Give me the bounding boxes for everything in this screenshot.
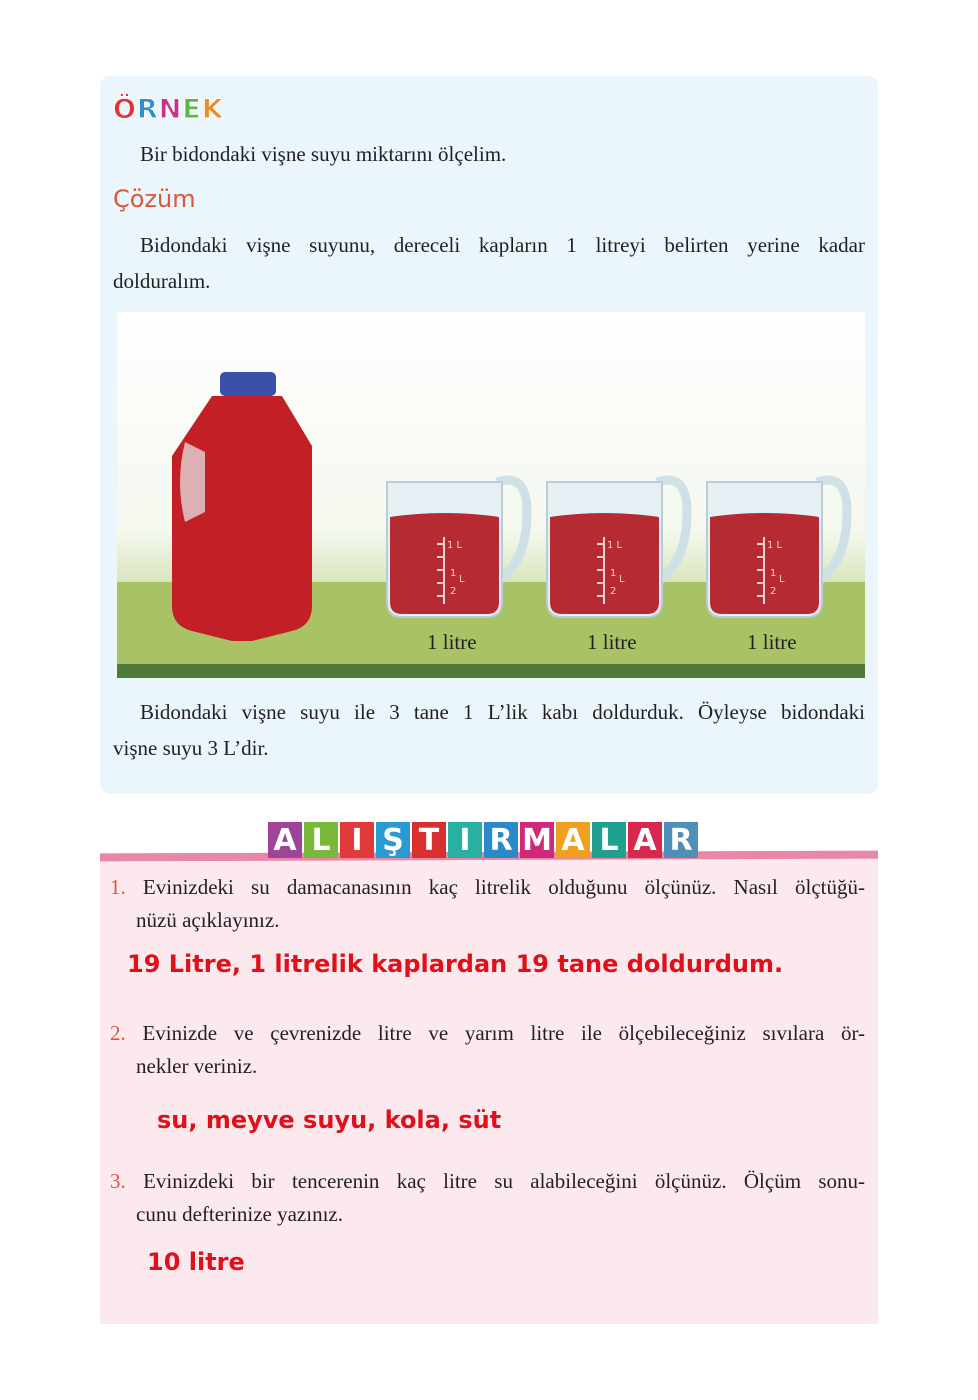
solution-heading: Çözüm	[113, 185, 196, 213]
mark-half-denominator: 2	[610, 586, 617, 597]
heading-letter-tile: I	[340, 822, 374, 858]
conclusion-line2: vişne suyu 3 L’dir.	[113, 736, 269, 760]
heading-letter-tile: L	[304, 822, 338, 858]
mark-half-denominator: 2	[770, 586, 777, 597]
answer-2: su, meyve suyu, kola, süt	[157, 1106, 502, 1134]
mark-half-denominator: 2	[450, 586, 457, 597]
cup-label: 1 litre	[587, 630, 637, 654]
heading-letter-tile: M	[520, 822, 554, 858]
heading-letter-tile: L	[592, 822, 626, 858]
conclusion-line1: Bidondaki vişne suyu ile 3 tane 1 L’lik kabı doldurduk. Öyleyse bidondaki	[140, 700, 865, 724]
exercise-number: 1.	[110, 875, 126, 899]
mark-half-numerator: 1	[450, 568, 457, 579]
exercise-text-line2: nekler veriniz.	[136, 1054, 258, 1078]
exercise-text-line2: nüzü açıklayınız.	[136, 908, 280, 932]
exercise-number: 3.	[110, 1169, 126, 1193]
exercises-heading	[268, 822, 698, 858]
answer-3: 10 litre	[147, 1248, 245, 1276]
heading-letter-tile: A	[628, 822, 662, 858]
heading-letter-tile: I	[448, 822, 482, 858]
heading-letter: E	[182, 94, 201, 125]
heading-letter-tile: R	[664, 822, 698, 858]
mark-half-unit: L	[779, 574, 785, 585]
heading-letter: K	[201, 94, 223, 125]
mark-half-unit: L	[459, 574, 465, 585]
example-heading	[113, 94, 223, 125]
exercise-text: Evinizdeki bir tencerenin kaç litre su alabileceğini ölçünüz. Ölçüm sonu-	[143, 1169, 866, 1193]
mark-half-numerator: 1	[610, 568, 617, 579]
cup-label: 1 litre	[427, 630, 477, 654]
exercise-text: Evinizdeki su damacanasının kaç litrelik olduğunu ölçünüz. Nasıl ölçtüğü-	[142, 875, 865, 899]
heading-letter-tile: A	[268, 822, 302, 858]
heading-letter-tile: Ş	[376, 822, 410, 858]
heading-letter-tile: R	[484, 822, 518, 858]
heading-letter-tile: T	[412, 822, 446, 858]
mark-1-litre: 1 L	[607, 540, 623, 551]
exercise-number: 2.	[110, 1021, 126, 1045]
solution-text-line2: dolduralım.	[113, 269, 211, 293]
mark-1-litre: 1 L	[447, 540, 463, 551]
mark-half-numerator: 1	[770, 568, 777, 579]
example-question: Bir bidondaki vişne suyu miktarını ölçelim.	[140, 142, 507, 166]
cup-label: 1 litre	[747, 630, 797, 654]
heading-letter: N	[158, 94, 182, 125]
answer-1: 19 Litre, 1 litrelik kaplardan 19 tane doldurdum.	[127, 950, 784, 978]
mark-1-litre: 1 L	[767, 540, 783, 551]
solution-text-line1: Bidondaki vişne suyunu, dereceli kapların 1 litreyi belirten yerine kadar	[140, 233, 865, 257]
heading-letter-tile: A	[556, 822, 590, 858]
mark-half-unit: L	[619, 574, 625, 585]
heading-letter: Ö	[113, 94, 136, 125]
exercise-text-line2: cunu defterinize yazınız.	[136, 1202, 343, 1226]
heading-letter: R	[136, 94, 158, 125]
exercise-text: Evinizde ve çevrenizde litre ve yarım litre ile ölçebileceğiniz sıvılara ör-	[142, 1021, 866, 1045]
